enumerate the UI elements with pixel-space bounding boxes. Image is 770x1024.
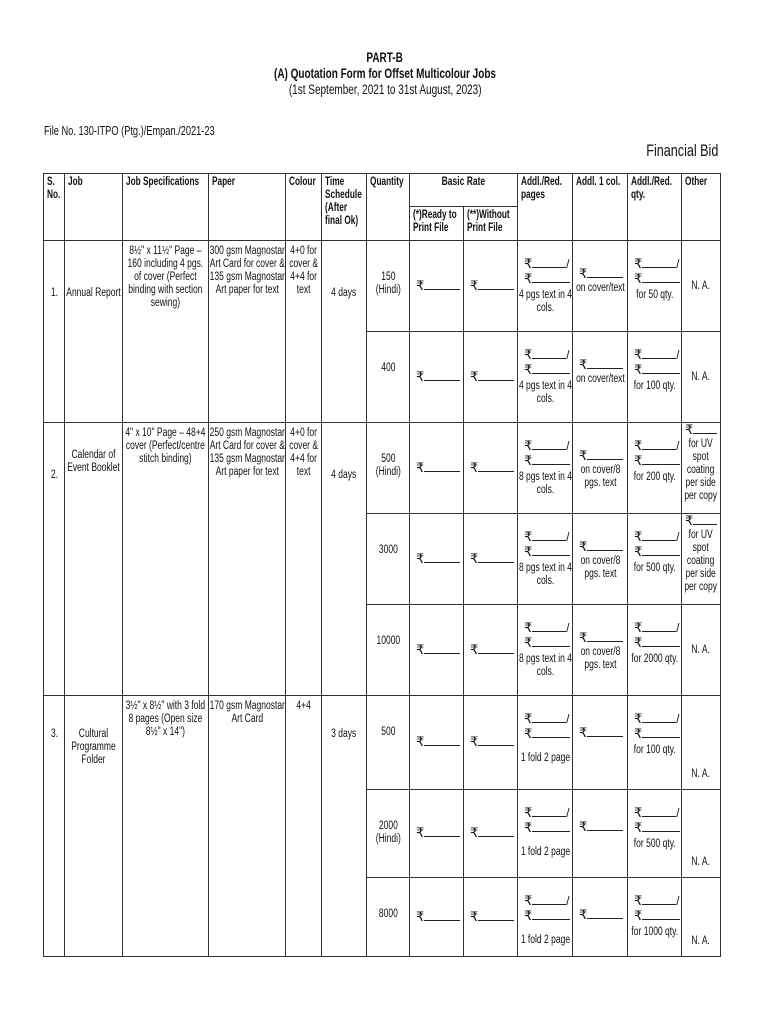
col-header-colour: Colour	[286, 174, 322, 241]
rate-blank-field[interactable]	[424, 461, 460, 472]
serial-number	[44, 241, 65, 423]
addl-col-cell[interactable]	[573, 332, 628, 423]
addl-col-note: on cover/8 pgs. text	[580, 646, 620, 671]
job-specification-text: 4" x 10" Page – 48+4 cover (Perfect/centre stitch binding)	[125, 427, 206, 465]
validity-period: (1st September, 2021 to 31st August, 2023)	[288, 82, 482, 97]
slash-separator: /	[676, 350, 680, 362]
other-na: N. A.	[691, 768, 711, 780]
rupee-symbol: ₹	[634, 530, 643, 545]
job-name	[65, 241, 123, 423]
slash-separator: /	[566, 896, 570, 908]
rate-blank-field[interactable]	[532, 909, 570, 920]
quantity-value: 2000	[378, 820, 398, 832]
addl-col-cell[interactable]	[573, 878, 628, 957]
ready-rate-cell[interactable]	[410, 241, 464, 332]
rate-blank-field[interactable]	[478, 826, 514, 837]
rupee-symbol: ₹	[524, 454, 533, 469]
financial-bid-label: Financial Bid	[645, 141, 718, 160]
rupee-symbol: ₹	[524, 545, 533, 560]
ready-rate-cell[interactable]	[410, 514, 464, 605]
col-header-addl-qty: Addl./Red. qty.	[628, 174, 682, 241]
other-cell	[682, 423, 721, 514]
addl-col-cell[interactable]	[573, 790, 628, 878]
rate-blank-field[interactable]	[478, 279, 514, 290]
slash-separator: /	[676, 896, 680, 908]
rupee-symbol: ₹	[634, 806, 643, 821]
rupee-symbol: ₹	[470, 551, 479, 567]
other-cell	[682, 790, 721, 878]
rate-blank-field[interactable]	[532, 454, 570, 465]
other-na: N. A.	[691, 856, 711, 868]
rupee-symbol: ₹	[579, 449, 588, 464]
rate-blank-field[interactable]	[532, 712, 566, 723]
rupee-symbol: ₹	[416, 551, 425, 567]
quantity-value: 8000	[378, 908, 398, 920]
slash-separator: /	[676, 441, 680, 453]
addl-pages-cell[interactable]	[518, 241, 573, 332]
file-number: File No. 130-ITPO (Ptg.)/Empan./2021-23	[44, 124, 215, 138]
other-na: N. A.	[691, 279, 711, 292]
paper-spec	[209, 423, 286, 696]
rupee-symbol: ₹	[634, 727, 643, 742]
rupee-symbol: ₹	[524, 348, 533, 363]
form-title: (A) Quotation Form for Offset Multicolour Jobs	[273, 66, 496, 81]
quantity-value: 3000	[378, 544, 398, 556]
addl-qty-cell[interactable]	[628, 696, 682, 790]
addl-qty-note: for 200 qty.	[633, 471, 676, 483]
rupee-symbol: ₹	[634, 272, 643, 287]
quantity-cell	[367, 878, 410, 957]
rate-blank-field[interactable]	[587, 631, 623, 642]
rate-blank-field[interactable]	[642, 909, 680, 920]
col-header-basic-rate: Basic Rate	[410, 174, 518, 207]
rupee-symbol: ₹	[634, 257, 643, 272]
rate-blank-field[interactable]	[642, 806, 676, 817]
quantity-language: (Hindi)	[375, 833, 401, 845]
quantity-language: (Hindi)	[375, 284, 401, 296]
job-name	[65, 423, 123, 696]
rupee-symbol: ₹	[634, 636, 643, 651]
rate-blank-field[interactable]	[478, 370, 514, 381]
addl-pages-cell[interactable]	[518, 514, 573, 605]
col-header-qty: Quantity	[367, 174, 410, 241]
rate-blank-field[interactable]	[642, 530, 676, 541]
rupee-symbol: ₹	[416, 735, 425, 750]
addl-pages-note: 1 fold 2 page	[520, 846, 570, 858]
rupee-symbol: ₹	[634, 348, 643, 363]
addl-qty-note: for 100 qty.	[633, 380, 676, 392]
without-rate-cell[interactable]	[464, 696, 518, 790]
rupee-symbol: ₹	[524, 821, 533, 836]
other-cell	[682, 878, 721, 957]
rupee-symbol: ₹	[524, 530, 533, 545]
quantity-cell	[367, 514, 410, 605]
addl-qty-note: for 50 qty.	[635, 289, 674, 301]
rupee-symbol: ₹	[524, 909, 533, 924]
slash-separator: /	[566, 532, 570, 544]
rupee-symbol: ₹	[470, 909, 479, 925]
quotation-table	[43, 173, 721, 957]
time-schedule-text: 4 days	[331, 287, 357, 299]
col-header-ready: (*)Ready to Print File	[410, 207, 464, 241]
rate-blank-field[interactable]	[693, 423, 717, 434]
rupee-symbol: ₹	[579, 631, 588, 646]
rupee-symbol: ₹	[579, 540, 588, 555]
rate-blank-field[interactable]	[532, 821, 570, 832]
rate-blank-field[interactable]	[532, 894, 566, 905]
rate-blank-field[interactable]	[532, 636, 570, 647]
addl-qty-note: for 1000 qty.	[631, 926, 678, 938]
other-na: N. A.	[691, 935, 711, 947]
job-specification	[123, 241, 209, 423]
rate-blank-field[interactable]	[642, 636, 680, 647]
colour-spec	[286, 241, 322, 423]
time-schedule-text: 4 days	[331, 469, 357, 481]
rate-blank-field[interactable]	[532, 806, 566, 817]
slash-separator: /	[566, 714, 570, 726]
addl-pages-cell[interactable]	[518, 423, 573, 514]
rupee-symbol: ₹	[634, 454, 643, 469]
col-header-job: Job	[65, 174, 123, 241]
rate-blank-field[interactable]	[587, 908, 623, 919]
rate-blank-field[interactable]	[532, 348, 566, 359]
quantity-cell	[367, 241, 410, 332]
rupee-symbol: ₹	[524, 727, 533, 742]
addl-col-cell[interactable]	[573, 241, 628, 332]
rate-blank-field[interactable]	[424, 735, 460, 746]
rupee-symbol: ₹	[470, 826, 479, 841]
addl-col-cell[interactable]	[573, 423, 628, 514]
colour-spec-text: 4+4	[296, 700, 311, 712]
rate-blank-field[interactable]	[642, 454, 680, 465]
colour-spec-text: 4+0 for cover & 4+4 for text	[289, 245, 318, 296]
ready-rate-cell[interactable]	[410, 332, 464, 423]
addl-qty-note: for 500 qty.	[633, 562, 676, 574]
addl-col-note: on cover/8 pgs. text	[580, 464, 620, 489]
rate-blank-field[interactable]	[424, 643, 460, 654]
addl-col-note: on cover/text	[575, 373, 625, 385]
rate-blank-field[interactable]	[642, 621, 676, 632]
other-cell	[682, 332, 721, 423]
addl-qty-note: for 100 qty.	[633, 744, 676, 756]
rupee-symbol: ₹	[470, 369, 479, 385]
slash-separator: /	[676, 532, 680, 544]
rupee-symbol: ₹	[470, 735, 479, 750]
job-name-text: Calendar of Event Booklet	[67, 449, 120, 474]
addl-col-cell[interactable]	[573, 514, 628, 605]
rate-blank-field[interactable]	[642, 727, 680, 738]
document-header	[0, 50, 770, 98]
rate-blank-field[interactable]	[642, 257, 676, 268]
addl-pages-cell[interactable]	[518, 332, 573, 423]
serial-number	[44, 423, 65, 696]
addl-qty-cell[interactable]	[628, 878, 682, 957]
without-rate-cell[interactable]	[464, 605, 518, 696]
job-specification-text: 3½" x 8½" with 3 fold 8 pages (Open size 8½" x 14")	[125, 700, 206, 738]
other-na: N. A.	[691, 643, 711, 656]
other-note: for UV spot coating per side per copy	[684, 438, 718, 502]
paper-spec-text: 250 gsm Magnostar Art Card for cover & 135 gsm Magnostar Art paper for text	[209, 427, 285, 478]
col-header-addl-col: Addl. 1 col.	[573, 174, 628, 241]
addl-qty-note: for 2000 qty.	[631, 653, 678, 665]
job-name-text: Cultural Programme Folder	[71, 728, 116, 766]
rate-blank-field[interactable]	[642, 545, 680, 556]
table-row	[44, 696, 721, 790]
rupee-symbol: ₹	[634, 363, 643, 378]
job-name	[65, 696, 123, 957]
addl-pages-note: 8 pgs text in 4 cols.	[518, 471, 572, 496]
rate-blank-field[interactable]	[424, 910, 460, 921]
quantity-value: 500	[380, 726, 396, 738]
table-row	[44, 423, 721, 514]
rupee-symbol: ₹	[524, 621, 533, 636]
col-header-spec: Job Specifications	[123, 174, 209, 241]
addl-col-cell[interactable]	[573, 605, 628, 696]
without-rate-cell[interactable]	[464, 241, 518, 332]
slash-separator: /	[566, 441, 570, 453]
rate-blank-field[interactable]	[532, 530, 566, 541]
without-rate-cell[interactable]	[464, 332, 518, 423]
quantity-language: (Hindi)	[375, 466, 401, 478]
rate-blank-field[interactable]	[642, 712, 676, 723]
rate-blank-field[interactable]	[478, 461, 514, 472]
colour-spec	[286, 423, 322, 696]
quantity-cell	[367, 605, 410, 696]
table-row	[44, 241, 721, 332]
quantity-cell	[367, 696, 410, 790]
rupee-symbol: ₹	[634, 894, 643, 909]
rupee-symbol: ₹	[634, 439, 643, 454]
col-header-time: Time Schedule (After final Ok)	[322, 174, 367, 241]
quantity-value: 150	[380, 271, 396, 283]
other-cell	[682, 696, 721, 790]
other-cell	[682, 241, 721, 332]
rupee-symbol: ₹	[634, 821, 643, 836]
rate-blank-field[interactable]	[424, 552, 460, 563]
part-heading: PART-B	[366, 50, 404, 65]
addl-col-cell[interactable]	[573, 696, 628, 790]
rate-blank-field[interactable]	[642, 363, 680, 374]
paper-spec-text: 300 gsm Magnostar Art Card for cover & 135 gsm Magnostar Art paper for text	[209, 245, 285, 296]
other-na: N. A.	[691, 370, 711, 383]
slash-separator: /	[676, 623, 680, 635]
slash-separator: /	[566, 623, 570, 635]
time-schedule	[322, 696, 367, 957]
col-header-paper: Paper	[209, 174, 286, 241]
rupee-symbol: ₹	[634, 545, 643, 560]
rate-blank-field[interactable]	[587, 358, 623, 369]
time-schedule-text: 3 days	[331, 728, 357, 740]
rate-blank-field[interactable]	[587, 820, 623, 831]
rupee-symbol: ₹	[524, 439, 533, 454]
addl-pages-note: 8 pgs text in 4 cols.	[518, 562, 572, 587]
addl-qty-cell[interactable]	[628, 241, 682, 332]
quantity-value: 400	[380, 362, 396, 374]
rate-blank-field[interactable]	[532, 439, 566, 450]
colour-spec-text: 4+0 for cover & 4+4 for text	[289, 427, 318, 478]
addl-qty-cell[interactable]	[628, 790, 682, 878]
ready-rate-cell[interactable]	[410, 790, 464, 878]
rate-blank-field[interactable]	[642, 272, 680, 283]
slash-separator: /	[676, 808, 680, 820]
quantity-cell	[367, 790, 410, 878]
addl-qty-cell[interactable]	[628, 514, 682, 605]
rate-blank-field[interactable]	[642, 439, 676, 450]
addl-qty-cell[interactable]	[628, 423, 682, 514]
addl-col-note: on cover/8 pgs. text	[580, 555, 620, 580]
rate-blank-field[interactable]	[532, 621, 566, 632]
rate-blank-field[interactable]	[693, 514, 717, 525]
rupee-symbol: ₹	[524, 636, 533, 651]
paper-spec	[209, 241, 286, 423]
rate-blank-field[interactable]	[478, 643, 514, 654]
addl-pages-note: 1 fold 2 page	[520, 752, 570, 764]
addl-pages-cell[interactable]	[518, 790, 573, 878]
without-rate-cell[interactable]	[464, 790, 518, 878]
rate-blank-field[interactable]	[478, 910, 514, 921]
rupee-symbol: ₹	[524, 272, 533, 287]
other-note: for UV spot coating per side per copy	[684, 529, 718, 593]
addl-pages-note: 8 pgs text in 4 cols.	[518, 653, 572, 678]
slash-separator: /	[566, 808, 570, 820]
rupee-symbol: ₹	[416, 909, 425, 925]
table-body	[44, 241, 721, 957]
job-specification	[123, 423, 209, 696]
rupee-symbol: ₹	[416, 369, 425, 385]
slash-separator: /	[676, 259, 680, 271]
rate-blank-field[interactable]	[587, 267, 623, 278]
ready-rate-cell[interactable]	[410, 605, 464, 696]
addl-qty-cell[interactable]	[628, 605, 682, 696]
rate-blank-field[interactable]	[642, 821, 680, 832]
addl-pages-cell[interactable]	[518, 878, 573, 957]
rupee-symbol: ₹	[685, 423, 694, 438]
addl-pages-note: 4 pgs text in 4 cols.	[518, 380, 572, 405]
rate-blank-field[interactable]	[478, 735, 514, 746]
rupee-symbol: ₹	[579, 267, 588, 282]
time-schedule	[322, 423, 367, 696]
rupee-symbol: ₹	[685, 514, 694, 529]
col-header-addl-pages: Addl./Red. pages	[518, 174, 573, 241]
rupee-symbol: ₹	[634, 712, 643, 727]
rupee-symbol: ₹	[579, 726, 588, 741]
rate-blank-field[interactable]	[532, 545, 570, 556]
slash-separator: /	[566, 259, 570, 271]
rupee-symbol: ₹	[524, 712, 533, 727]
rupee-symbol: ₹	[634, 621, 643, 636]
rate-blank-field[interactable]	[587, 726, 623, 737]
paper-spec-text: 170 gsm Magnostar Art Card	[209, 700, 285, 725]
serial-number-text: 2.	[50, 469, 58, 481]
paper-spec	[209, 696, 286, 957]
without-rate-cell[interactable]	[464, 514, 518, 605]
rupee-symbol: ₹	[524, 806, 533, 821]
without-rate-cell[interactable]	[464, 423, 518, 514]
job-specification	[123, 696, 209, 957]
rupee-symbol: ₹	[524, 363, 533, 378]
serial-number-text: 3.	[50, 728, 58, 740]
rate-blank-field[interactable]	[532, 257, 566, 268]
rupee-symbol: ₹	[416, 826, 425, 841]
quantity-value: 500	[380, 453, 396, 465]
rate-blank-field[interactable]	[532, 363, 570, 374]
serial-number-text: 1.	[50, 287, 58, 299]
quantity-cell	[367, 423, 410, 514]
colour-spec	[286, 696, 322, 957]
rupee-symbol: ₹	[579, 820, 588, 835]
rate-blank-field[interactable]	[424, 370, 460, 381]
ready-rate-cell[interactable]	[410, 696, 464, 790]
rupee-symbol: ₹	[579, 358, 588, 373]
quantity-value: 10000	[376, 635, 400, 647]
rupee-symbol: ₹	[416, 278, 425, 294]
addl-pages-cell[interactable]	[518, 696, 573, 790]
slash-separator: /	[566, 350, 570, 362]
rupee-symbol: ₹	[416, 460, 425, 476]
serial-number	[44, 696, 65, 957]
col-header-without: (**)Without Print File	[464, 207, 518, 241]
rate-blank-field[interactable]	[642, 348, 676, 359]
col-header-other: Other	[682, 174, 721, 241]
rupee-symbol: ₹	[470, 460, 479, 476]
job-name-text: Annual Report	[66, 287, 121, 299]
rupee-symbol: ₹	[524, 257, 533, 272]
rupee-symbol: ₹	[470, 642, 479, 658]
without-rate-cell[interactable]	[464, 878, 518, 957]
rupee-symbol: ₹	[524, 894, 533, 909]
rupee-symbol: ₹	[470, 278, 479, 294]
quantity-cell	[367, 332, 410, 423]
time-schedule	[322, 241, 367, 423]
ready-rate-cell[interactable]	[410, 878, 464, 957]
rate-blank-field[interactable]	[587, 449, 623, 460]
addl-pages-cell[interactable]	[518, 605, 573, 696]
addl-pages-note: 1 fold 2 page	[520, 934, 570, 946]
addl-col-note: on cover/text	[575, 282, 625, 294]
addl-pages-note: 4 pgs text in 4 cols.	[518, 289, 572, 314]
ready-rate-cell[interactable]	[410, 423, 464, 514]
rate-blank-field[interactable]	[478, 552, 514, 563]
rupee-symbol: ₹	[579, 908, 588, 923]
col-header-sno: S. No.	[44, 174, 65, 241]
slash-separator: /	[676, 714, 680, 726]
rate-blank-field[interactable]	[532, 272, 570, 283]
rate-blank-field[interactable]	[642, 894, 676, 905]
other-cell	[682, 514, 721, 605]
rupee-symbol: ₹	[416, 642, 425, 658]
addl-qty-note: for 500 qty.	[633, 838, 676, 850]
addl-qty-cell[interactable]	[628, 332, 682, 423]
other-cell	[682, 605, 721, 696]
rate-blank-field[interactable]	[587, 540, 623, 551]
rate-blank-field[interactable]	[424, 279, 460, 290]
job-specification-text: 8½" x 11½" Page – 160 including 4 pgs. of cover (Perfect binding with section sewing)	[127, 245, 204, 309]
rate-blank-field[interactable]	[424, 826, 460, 837]
rupee-symbol: ₹	[634, 909, 643, 924]
rate-blank-field[interactable]	[532, 727, 570, 738]
